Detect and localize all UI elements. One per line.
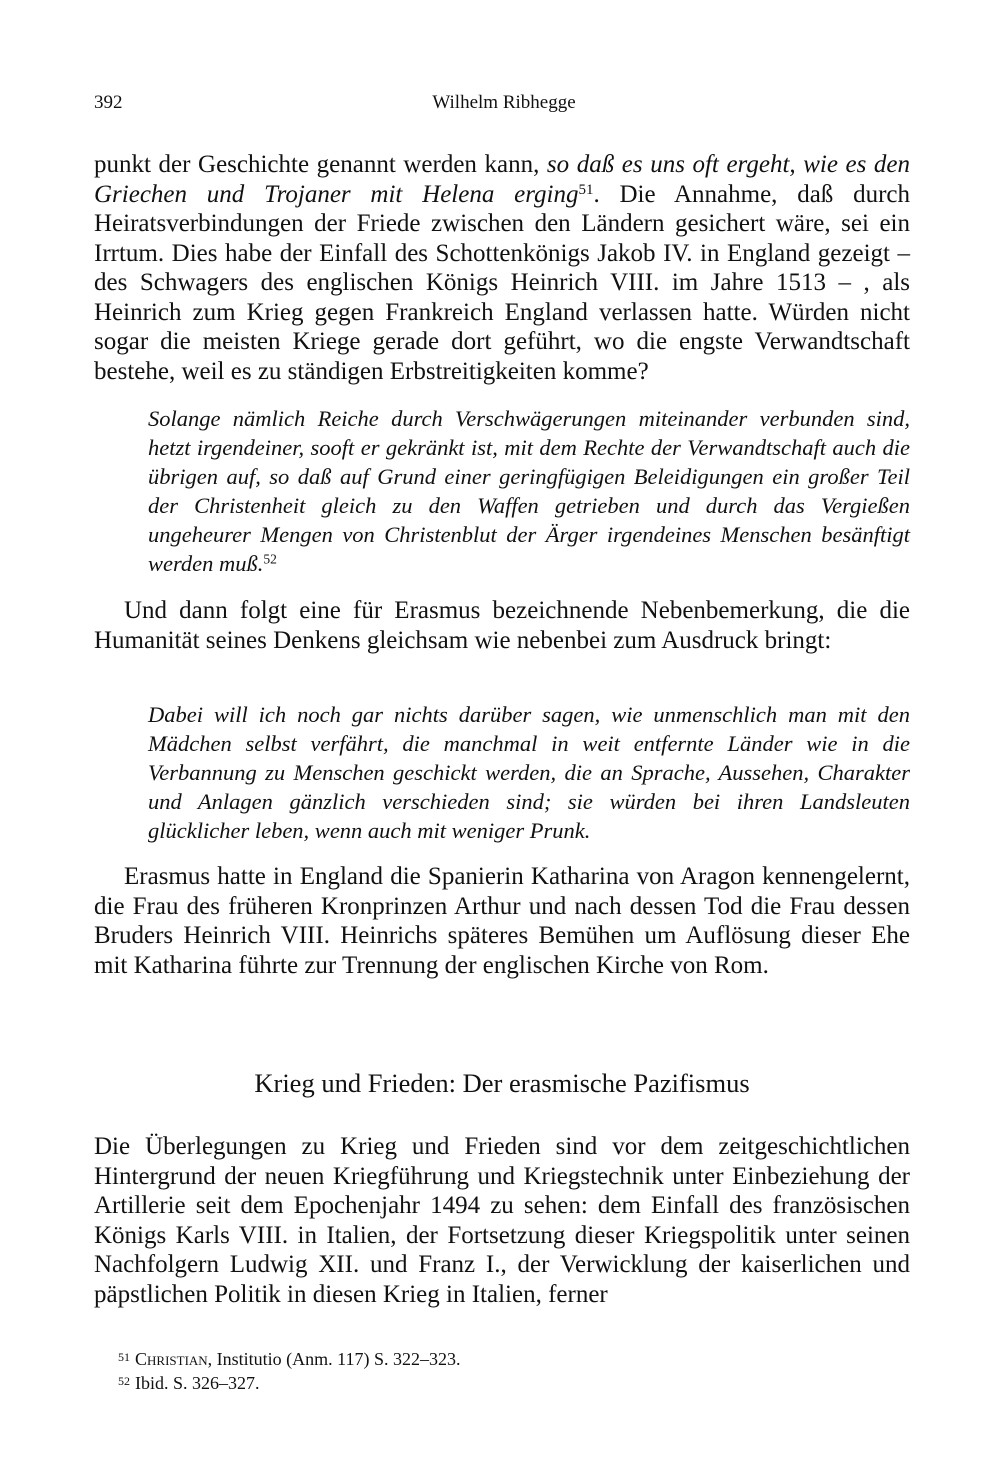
paragraph-1-text: punkt der Geschichte genannt werden kann,	[94, 151, 547, 178]
footnote-51	[118, 1346, 818, 1371]
paragraph-3: Erasmus hatte in England die Spanierin Katharina von Aragon kennengelernt, die Frau des früheren Kronprinzen Arthur und nach dessen Tod die Frau dessen Bruders Heinrich VIII. Heinrichs späteres Bemühen um Auflösung dieser Ehe mit Katharina führte zur Trennung der englischen Kirche von Rom.	[94, 863, 910, 979]
paragraph-4: Die Überlegungen zu Krieg und Frieden sind vor dem zeitgeschichtlichen Hintergrund der neuen Kriegführung und Kriegstechnik unter Einbeziehung der Artillerie seit dem Epochenjahr 1494 zu sehen: dem Einfall des französischen Königs Karls VIII. in Italien, der Fortsetzung dieser Kriegspolitik unter seinen Nachfolgern Ludwig XII. und Franz I., der Verwicklung der kaiserlichen und päpstlichen Politik in diesen Krieg in Italien, ferner	[94, 1133, 910, 1308]
footnote-author: Christian	[135, 1349, 208, 1369]
block-quote-1-text: Solange nämlich Reiche durch Verschwägerungen miteinander verbunden sind, hetzt irgendeiner, sooft er gekränkt ist, mit dem Rechte der Verwandtschaft auch die übrigen auf, so daß auf Grund einer geringfügigen Beleidigungen ein großer Teil der Christenheit gleich zu den Waffen getrieben und durch das Vergießen ungeheurer Mengen von Christenblut der Ärger irgendeines Menschen besänftigt werden muß.	[148, 406, 910, 576]
paragraph-2: Und dann folgt eine für Erasmus bezeichnende Nebenbemerkung, die die Humanität seines Denkens gleichsam wie nebenbei zum Ausdruck bringt:	[94, 597, 910, 654]
footnote-ref-51: 51	[578, 181, 594, 198]
footnote-text: , Institutio (Anm. 117) S. 322–323.	[207, 1349, 461, 1369]
paragraph-1	[94, 150, 910, 386]
block-quote-2: Dabei will ich noch gar nichts darüber sagen, wie unmenschlich man mit den Mädchen selbst verfährt, die manchmal in weit entfernte Länder wie in die Verbannung zu Menschen geschickt werden, die an Sprache, Aussehen, Charakter und Anlagen gänzlich verschieden sind; sie würden bei ihren Landsleuten glücklicher leben, wenn auch mit weniger Prunk.	[148, 702, 910, 843]
section-heading: Krieg und Frieden: Der erasmische Pazifismus	[254, 1068, 750, 1098]
paragraph-1-italic-quote: so daß es uns oft ergeht, wie es den Griechen und Trojaner mit Helena erging	[94, 151, 910, 208]
page-number: 392	[94, 92, 123, 113]
paragraph-1-rest: . Die Annahme, daß durch Heiratsverbindungen der Friede zwischen den Ländern gesichert wäre, sei ein Irrtum. Dies habe der Einfall des Schottenkönigs Jakob IV. in England gezeigt – des Schwagers des englischen Königs Heinrich VIII. im Jahre 1513 – , als Heinrich zum Krieg gegen Frankreich England verlassen hatte. Würden nicht sogar die meisten Kriege gerade dort geführt, wo die engste Verwandtschaft bestehe, weil es zu ständigen Erbstreitigkeiten komme?	[94, 180, 910, 385]
footnote-52	[118, 1370, 818, 1395]
footnote-ref-52: 52	[263, 551, 277, 567]
block-quote-1	[148, 404, 910, 578]
page-header	[94, 92, 914, 118]
footnote-text: Ibid. S. 326–327.	[135, 1373, 260, 1393]
footnote-number: 51	[118, 1350, 130, 1364]
footnote-number: 52	[118, 1374, 130, 1388]
running-head: Wilhelm Ribhegge	[432, 92, 576, 113]
